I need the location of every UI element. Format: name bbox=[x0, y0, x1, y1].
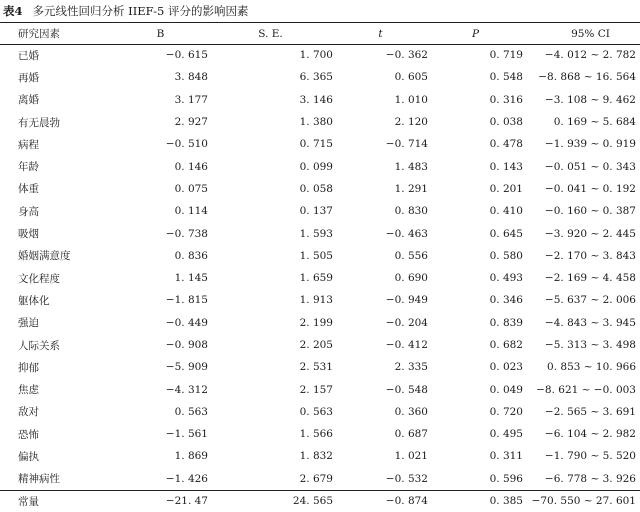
factor-cell: 身高 bbox=[18, 205, 39, 218]
table-row bbox=[0, 356, 640, 378]
p-cell: 0. 201 bbox=[489, 182, 523, 195]
p-cell: 0. 495 bbox=[489, 428, 523, 441]
p-cell: 0. 023 bbox=[489, 361, 523, 374]
factor-cell: 偏执 bbox=[18, 450, 39, 463]
t-cell: 0. 690 bbox=[394, 272, 428, 285]
header-factor: 研究因素 bbox=[18, 28, 60, 40]
ci-cell: −8. 621 ~ −0. 003 bbox=[536, 383, 636, 396]
p-cell: 0. 548 bbox=[489, 71, 523, 84]
se-cell: 2. 679 bbox=[299, 472, 333, 485]
table-row bbox=[0, 66, 640, 88]
t-cell: −0. 362 bbox=[385, 49, 428, 62]
table-row bbox=[0, 468, 640, 490]
se-cell: 1. 505 bbox=[299, 249, 333, 262]
se-cell: 1. 913 bbox=[299, 294, 333, 307]
b-cell: −0. 510 bbox=[165, 138, 208, 151]
se-cell: 0. 563 bbox=[299, 405, 333, 418]
b-cell: −0. 615 bbox=[165, 49, 208, 62]
factor-cell: 有无晨勃 bbox=[18, 116, 60, 129]
table-row bbox=[0, 155, 640, 177]
ci-cell: 0. 169 ~ 5. 684 bbox=[553, 116, 636, 129]
ci-cell: −6. 104 ~ 2. 982 bbox=[544, 428, 636, 441]
ci-cell: −1. 939 ~ 0. 919 bbox=[544, 138, 636, 151]
table-number: 表4 bbox=[3, 4, 23, 18]
se-cell: 2. 205 bbox=[299, 339, 333, 351]
se-cell: 2. 199 bbox=[299, 316, 333, 329]
se-cell: 0. 099 bbox=[299, 160, 333, 173]
table-row bbox=[0, 111, 640, 133]
ci-cell: −0. 160 ~ 0. 387 bbox=[544, 205, 636, 218]
t-cell: 0. 687 bbox=[394, 428, 428, 441]
ci-cell: −3. 108 ~ 9. 462 bbox=[544, 93, 636, 106]
b-cell: −21. 47 bbox=[165, 495, 208, 508]
p-cell: 0. 049 bbox=[489, 383, 523, 396]
se-cell: 1. 593 bbox=[299, 227, 333, 240]
ci-cell: −4. 843 ~ 3. 945 bbox=[544, 316, 636, 329]
table-row bbox=[0, 312, 640, 334]
se-cell: 1. 380 bbox=[299, 116, 333, 129]
table-row bbox=[0, 245, 640, 267]
header-t: t bbox=[378, 27, 383, 40]
factor-cell: 抑郁 bbox=[18, 361, 39, 374]
factor-cell: 文化程度 bbox=[18, 272, 60, 285]
se-cell: 0. 137 bbox=[299, 205, 333, 218]
t-cell: −0. 949 bbox=[385, 294, 428, 307]
t-cell: 0. 360 bbox=[394, 405, 428, 418]
b-cell: −4. 312 bbox=[165, 383, 208, 396]
table-row bbox=[0, 44, 640, 66]
factor-cell: 离婚 bbox=[18, 94, 39, 107]
ci-cell: −6. 778 ~ 3. 926 bbox=[544, 472, 636, 485]
t-cell: 2. 335 bbox=[394, 361, 428, 374]
b-cell: 0. 563 bbox=[174, 405, 208, 418]
b-cell: 0. 114 bbox=[174, 205, 208, 218]
p-cell: 0. 316 bbox=[489, 93, 523, 106]
factor-cell: 躯体化 bbox=[18, 294, 50, 307]
se-cell: 2. 531 bbox=[299, 361, 333, 374]
factor-cell: 焦虑 bbox=[18, 384, 39, 397]
b-cell: 0. 836 bbox=[174, 249, 208, 262]
table-title: 多元线性回归分析 IIEF-5 评分的影响因素 bbox=[32, 4, 249, 18]
p-cell: 0. 720 bbox=[489, 405, 523, 418]
table-row bbox=[0, 423, 640, 445]
p-cell: 0. 410 bbox=[489, 205, 523, 218]
factor-cell: 体重 bbox=[18, 183, 39, 196]
table-body bbox=[0, 44, 640, 512]
se-cell: 24. 565 bbox=[292, 495, 333, 508]
ci-cell: −2. 169 ~ 4. 458 bbox=[544, 272, 636, 285]
se-cell: 0. 058 bbox=[299, 182, 333, 195]
factor-cell: 恐怖 bbox=[18, 428, 39, 441]
table-row bbox=[0, 445, 640, 467]
ci-cell: −3. 920 ~ 2. 445 bbox=[544, 227, 636, 240]
b-cell: 0. 146 bbox=[174, 160, 208, 173]
se-cell: 3. 146 bbox=[299, 93, 333, 106]
p-cell: 0. 143 bbox=[489, 160, 523, 173]
ci-cell: −1. 790 ~ 5. 520 bbox=[544, 450, 636, 463]
table-row bbox=[0, 89, 640, 111]
b-cell: −0. 908 bbox=[165, 339, 208, 351]
regression-table bbox=[0, 23, 640, 512]
factor-cell: 再婚 bbox=[18, 71, 39, 84]
b-cell: 1. 869 bbox=[174, 450, 208, 463]
ci-cell: −4. 012 ~ 2. 782 bbox=[544, 49, 636, 62]
factor-cell: 精神病性 bbox=[18, 473, 60, 486]
b-cell: −0. 738 bbox=[165, 227, 208, 240]
table-row bbox=[0, 222, 640, 244]
ci-cell: −2. 565 ~ 3. 691 bbox=[544, 405, 636, 418]
b-cell: −1. 561 bbox=[165, 428, 208, 441]
p-cell: 0. 596 bbox=[489, 472, 523, 485]
ci-cell: −2. 170 ~ 3. 843 bbox=[544, 249, 636, 262]
header-p: P bbox=[471, 27, 480, 40]
ci-cell: −70. 550 ~ 27. 601 bbox=[531, 495, 636, 508]
b-cell: −1. 815 bbox=[165, 294, 208, 307]
factor-cell: 年龄 bbox=[18, 161, 39, 174]
p-cell: 0. 038 bbox=[489, 116, 523, 129]
table-caption bbox=[3, 3, 248, 19]
se-cell: 0. 715 bbox=[299, 138, 333, 151]
ci-cell: −0. 041 ~ 0. 192 bbox=[544, 182, 636, 195]
b-cell: 3. 177 bbox=[174, 93, 208, 106]
b-cell: 3. 848 bbox=[174, 71, 208, 84]
p-cell: 0. 682 bbox=[489, 339, 523, 351]
t-cell: −0. 714 bbox=[385, 138, 428, 151]
b-cell: −0. 449 bbox=[165, 316, 208, 329]
factor-cell: 已婚 bbox=[18, 49, 39, 62]
t-cell: 0. 556 bbox=[394, 249, 428, 262]
p-cell: 0. 580 bbox=[489, 249, 523, 262]
ci-cell: −8. 868 ~ 16. 564 bbox=[538, 71, 636, 84]
ci-cell: 0. 853 ~ 10. 966 bbox=[547, 361, 636, 374]
factor-cell: 人际关系 bbox=[18, 339, 60, 352]
se-cell: 6. 365 bbox=[299, 71, 333, 84]
b-cell: −1. 426 bbox=[165, 472, 208, 485]
se-cell: 2. 157 bbox=[299, 383, 333, 396]
p-cell: 0. 493 bbox=[489, 272, 523, 285]
p-cell: 0. 385 bbox=[489, 495, 523, 508]
b-cell: 2. 927 bbox=[174, 116, 208, 129]
t-cell: 1. 010 bbox=[394, 93, 428, 106]
table-row bbox=[0, 490, 640, 512]
factor-cell: 强迫 bbox=[18, 317, 39, 330]
t-cell: −0. 532 bbox=[385, 472, 428, 485]
se-cell: 1. 832 bbox=[299, 450, 333, 463]
ci-cell: −0. 051 ~ 0. 343 bbox=[544, 160, 636, 173]
header-ci: 95% CI bbox=[571, 27, 610, 40]
factor-cell: 吸烟 bbox=[18, 228, 39, 241]
table-row bbox=[0, 401, 640, 423]
t-cell: −0. 412 bbox=[385, 339, 428, 351]
header-b: B bbox=[156, 27, 165, 40]
t-cell: 1. 021 bbox=[394, 450, 428, 463]
se-cell: 1. 659 bbox=[299, 272, 333, 285]
t-cell: −0. 874 bbox=[385, 495, 428, 508]
t-cell: 0. 605 bbox=[394, 71, 428, 84]
table-row bbox=[0, 267, 640, 289]
t-cell: −0. 204 bbox=[385, 316, 428, 329]
factor-cell: 病程 bbox=[18, 138, 39, 151]
p-cell: 0. 311 bbox=[489, 450, 523, 463]
p-cell: 0. 478 bbox=[489, 138, 523, 151]
t-cell: 1. 291 bbox=[394, 182, 428, 195]
p-cell: 0. 839 bbox=[489, 316, 523, 329]
ci-cell: −5. 313 ~ 3. 498 bbox=[544, 339, 636, 351]
p-cell: 0. 346 bbox=[489, 294, 523, 307]
se-cell: 1. 700 bbox=[299, 49, 333, 62]
t-cell: −0. 548 bbox=[385, 383, 428, 396]
t-cell: 0. 830 bbox=[394, 205, 428, 218]
b-cell: −5. 909 bbox=[165, 361, 208, 374]
t-cell: −0. 463 bbox=[385, 227, 428, 240]
header-row bbox=[0, 23, 640, 44]
b-cell: 0. 075 bbox=[174, 182, 208, 195]
table-row bbox=[0, 289, 640, 311]
b-cell: 1. 145 bbox=[174, 272, 208, 285]
factor-cell: 敌对 bbox=[18, 406, 39, 419]
p-cell: 0. 645 bbox=[489, 227, 523, 240]
factor-cell: 婚姻满意度 bbox=[18, 250, 71, 263]
se-cell: 1. 566 bbox=[299, 428, 333, 441]
factor-cell: 常量 bbox=[18, 495, 39, 508]
ci-cell: −5. 637 ~ 2. 006 bbox=[544, 294, 636, 307]
p-cell: 0. 719 bbox=[489, 49, 523, 62]
table-row bbox=[0, 378, 640, 400]
table-row bbox=[0, 178, 640, 200]
table-row bbox=[0, 334, 640, 356]
header-se: S. E. bbox=[258, 27, 283, 40]
t-cell: 2. 120 bbox=[394, 116, 428, 129]
table-row bbox=[0, 133, 640, 155]
t-cell: 1. 483 bbox=[394, 160, 428, 173]
table-row bbox=[0, 200, 640, 222]
